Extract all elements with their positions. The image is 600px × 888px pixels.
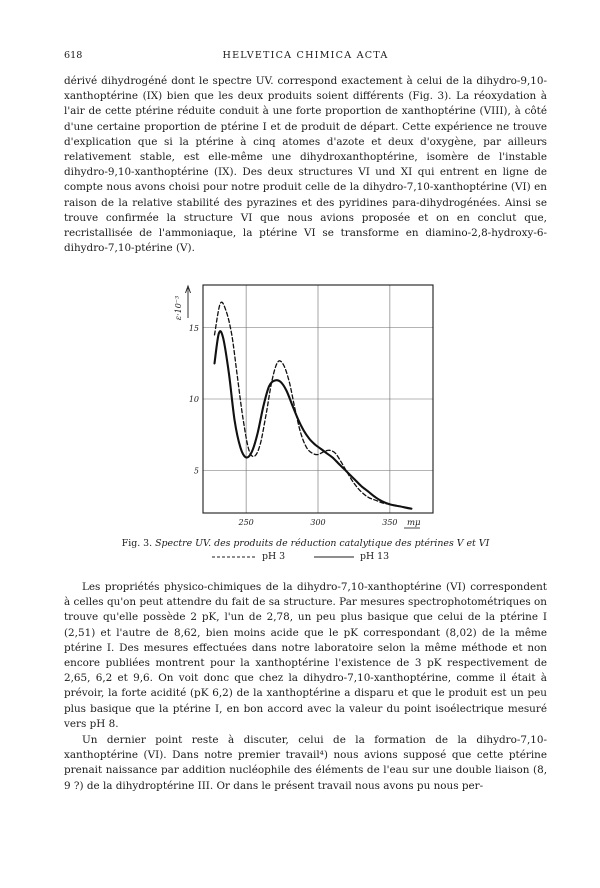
figure-legend bbox=[64, 551, 547, 565]
x-tick-label-350: 350 bbox=[382, 518, 398, 527]
uv-spectrum-chart bbox=[170, 276, 440, 538]
paragraph-2: Les propriétés physico-chimiques de la dihydro-7,10-xanthoptérine (VI) correspondent à celles qu'on peut attendre du fait de sa structure. Par mesures spectrophotométriques on trouve qu'elle possède 2 pK, l'un de 2,78, un peu plus basique que celui de la ptérine I (2,51) et l'autre de 8,62, bien moins acide que le pK correspondant (8,02) de la même ptérine I. Des mesures effectuées dans notre laboratoire selon la même méthode et non encore publiées montrent pour la xanthoptérine l'existence de 3 pK respectivement de 2,65, 6,2 et 9,6. On voit donc que chez la dihydro-7,10-xanthoptérine, comme il était à prévoir, la forte acidité (pK 6,2) de la xanthoptérine a disparu et que le produit est un peu plus basique que la ptérine I, en bon accord avec la valeur du point isoélectrique mesuré vers pH 8. bbox=[64, 581, 547, 730]
x-axis-label: mμ bbox=[407, 518, 421, 528]
chart-grid bbox=[203, 285, 433, 513]
legend-item-ph13 bbox=[314, 551, 389, 562]
x-tick-label-250: 250 bbox=[238, 518, 254, 527]
page-number: 618 bbox=[64, 50, 83, 61]
axis-ticks bbox=[189, 324, 398, 527]
legend-label-ph13: pH 13 bbox=[360, 551, 390, 562]
y-tick-label-15: 15 bbox=[188, 323, 199, 333]
caption-text: Spectre UV. des produits de réduction catalytique des ptérines V et VI bbox=[155, 538, 490, 549]
y-axis-label: ε·10⁻³ bbox=[174, 295, 183, 321]
y-tick-label-5: 5 bbox=[193, 466, 199, 476]
journal-title: HELVETICA CHIMICA ACTA bbox=[222, 50, 389, 61]
series-line-ph3 bbox=[215, 302, 412, 509]
legend-label-ph3: pH 3 bbox=[262, 551, 286, 562]
page-header bbox=[64, 50, 547, 64]
y-tick-label-10: 10 bbox=[188, 395, 199, 404]
x-tick-label-300: 300 bbox=[310, 518, 326, 527]
chart-series bbox=[215, 302, 412, 509]
legend-item-ph3 bbox=[212, 551, 285, 562]
series-line-ph13 bbox=[215, 331, 412, 509]
paragraph-1: dérivé dihydrogéné dont le spectre UV. correspond exactement à celui de la dihydro-9,10-xanthoptérine (IX) bien que les deux produits soient différents (Fig. 3). La réoxydation à l'air de cette ptérine réduite conduit à une forte proportion de xanthoptérine (VIII), à côté d'une certaine proportion de ptérine I et de produit de départ. Cette expérience ne trouve d'explication que si la ptérine à cinq atomes d'azote et deux d'oxygène, par ailleurs relativement stable, est elle-même une dihydroxanthoptérine, isomère de l'instable dihydro-9,10-xanthoptérine (IX). Des deux structures VI und XI qui entrent en ligne de compte nous avons choisi pour notre produit celle de la dihydro-7,10-xanthoptérine (VI) en raison de la relative stabilité des pyrazines et des pyridines para-dihydrogénées. Ainsi se trouve confirmée la structure VI que nous avions proposée et on en conclut que, recristallisée de l'ammoniaque, la ptérine VI se transforme en diamino-2,8-hydroxy-6-dihydro-7,10-ptérine (V). bbox=[64, 75, 547, 255]
paragraph-3: Un dernier point reste à discuter, celui de la formation de la dihydro-7,10-xanthoptérine (VI). Dans notre premier travail⁴) nous avions supposé que cette ptérine prenait naissance par addition nucléophile des éléments de l'eau sur une double liaison (8, 9 ?) de la dihydroptérine III. Or dans le présent travail nous avons pu nous per- bbox=[64, 734, 547, 792]
legend-swatch-solid bbox=[314, 554, 354, 560]
legend-swatch-dashed bbox=[212, 554, 256, 560]
figure-caption bbox=[64, 537, 547, 550]
caption-prefix: Fig. 3. bbox=[121, 538, 153, 549]
